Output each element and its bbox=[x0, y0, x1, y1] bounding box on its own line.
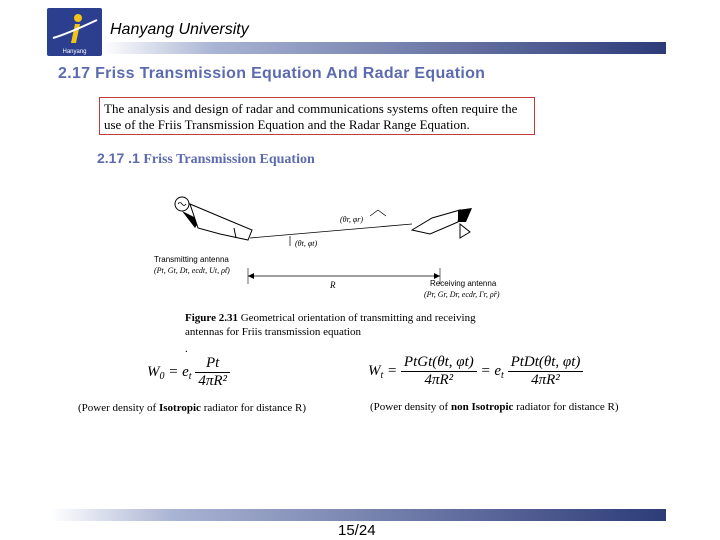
eq1-numerator: Pt bbox=[195, 355, 230, 373]
isotropic-note-prefix: (Power density of bbox=[78, 402, 159, 414]
rx-label-line1: Receiving antenna bbox=[430, 279, 497, 288]
figure-caption-label: Figure 2.31 bbox=[185, 312, 238, 324]
angle-rx-label: (θr, φr) bbox=[340, 215, 364, 224]
eq2-equals-1: = bbox=[387, 362, 398, 379]
eq1-equals: = bbox=[168, 363, 179, 380]
section-subtitle bbox=[97, 150, 315, 168]
isotropic-note-bold: Isotropic bbox=[158, 402, 201, 414]
non-isotropic-note-bold: non Isotropic bbox=[450, 401, 514, 413]
eq2-fraction-2 bbox=[508, 354, 584, 389]
slide-title: 2.17 Friss Transmission Equation And Radar Equation bbox=[58, 65, 486, 82]
page-number: 15/24 bbox=[338, 522, 376, 539]
footer-bar bbox=[50, 509, 666, 521]
university-logo bbox=[47, 8, 102, 56]
transmitting-antenna-drawing bbox=[175, 197, 252, 240]
eq2-numerator-1: PtGt(θt, φt) bbox=[401, 354, 477, 372]
eq1-fraction bbox=[195, 355, 230, 390]
subtitle-text: Friss Transmission Equation bbox=[143, 152, 315, 167]
eq2-denominator-2: 4πR² bbox=[531, 372, 560, 388]
eq1-lhs: W bbox=[147, 363, 160, 380]
header-bar bbox=[102, 42, 666, 54]
angle-rx-arrow bbox=[370, 210, 386, 216]
isotropic-note bbox=[78, 402, 306, 414]
eq1-coef-sub: t bbox=[188, 370, 192, 382]
non-isotropic-note-prefix: (Power density of bbox=[370, 401, 451, 413]
distance-label: R bbox=[330, 280, 336, 290]
tx-label-line1: Transmitting antenna bbox=[154, 255, 229, 264]
line-of-sight bbox=[250, 224, 412, 238]
subtitle-number: 2.17 .1 bbox=[97, 150, 140, 166]
eq1-coef: e bbox=[182, 363, 189, 380]
eq2-equals-2: = bbox=[480, 362, 491, 379]
non-isotropic-power-density-equation bbox=[368, 354, 583, 389]
university-name: Hanyang University bbox=[110, 21, 249, 38]
isotropic-power-density-equation bbox=[147, 355, 230, 390]
eq2-coef-sub: t bbox=[501, 369, 504, 381]
eq2-coef: e bbox=[494, 362, 502, 379]
eq2-numerator-2: PtDt(θt, φt) bbox=[508, 354, 584, 372]
eq2-lhs: W bbox=[368, 362, 381, 379]
isotropic-note-suffix: radiator for distance R) bbox=[200, 402, 307, 414]
receiving-antenna-drawing bbox=[412, 208, 472, 238]
eq2-fraction-1 bbox=[401, 354, 477, 389]
eq1-lhs-sub: 0 bbox=[159, 370, 165, 382]
logo-caption: Hanyang bbox=[62, 49, 87, 55]
figure-caption bbox=[185, 311, 515, 339]
friis-geometry-figure bbox=[140, 182, 530, 306]
bullet-dot: . bbox=[185, 343, 188, 355]
eq2-lhs-sub: t bbox=[380, 369, 384, 381]
rx-label-line2: (Pr, Gr, Dr, ecdr, Γr, ρ̂r) bbox=[424, 290, 500, 299]
logo-mark-icon bbox=[47, 8, 102, 48]
non-isotropic-note bbox=[370, 401, 619, 413]
angle-tx-label: (θt, φt) bbox=[295, 239, 318, 248]
tx-label-line2: (Pt, Gt, Dt, ecdt, Ut, ρ̂t) bbox=[154, 266, 230, 275]
eq1-denominator: 4πR² bbox=[198, 373, 228, 389]
non-isotropic-note-suffix: radiator for distance R) bbox=[513, 401, 619, 413]
eq2-denominator-1: 4πR² bbox=[424, 372, 454, 388]
figure-caption-text: Geometrical orientation of transmitting and receiving antennas for Friis transmission equation bbox=[185, 312, 476, 338]
intro-textbox: The analysis and design of radar and communications systems often require the use of the Friis Transmission Equation and the Radar Range Equation. bbox=[99, 97, 535, 135]
